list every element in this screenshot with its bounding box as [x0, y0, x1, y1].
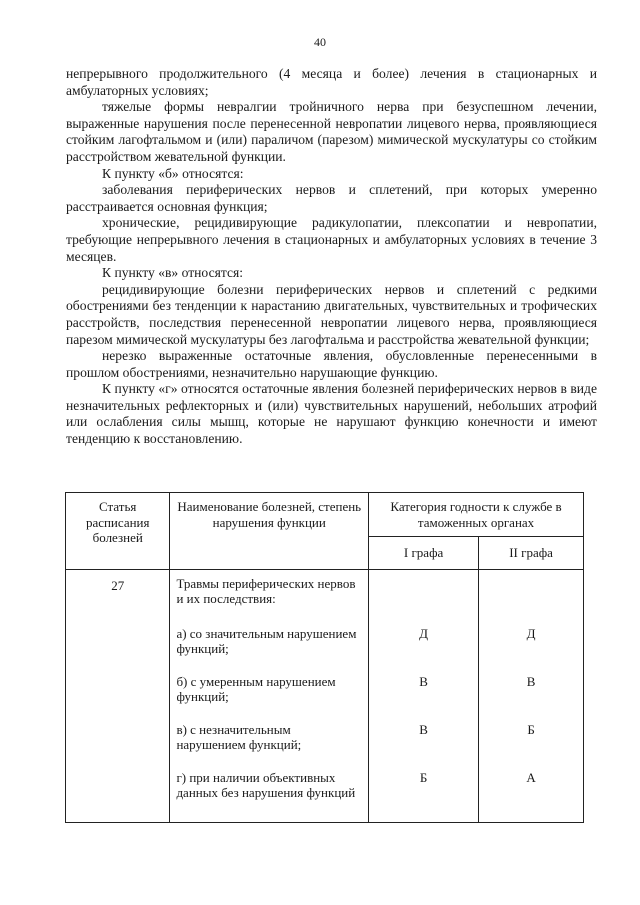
grade-1-cell: [369, 569, 479, 822]
paragraph: К пункту «г» относятся остаточные явления болезней периферических нервов в виде незначительных рефлекторных и (или) чувствительных нарушений, небольших атрофий или ослабления силы мышц, которые не нарушают функцию конечности и имеют тенденцию к восстановлению.: [66, 381, 597, 447]
grade-value: Б: [419, 769, 428, 785]
paragraph: К пункту «в» относятся:: [102, 265, 244, 281]
grade-value: А: [526, 769, 536, 785]
grade-value: Д: [419, 625, 429, 641]
item-label: б) с умеренным нарушением функций;: [176, 673, 336, 704]
grade-value: Б: [527, 721, 535, 737]
paragraph: хронические, рецидивирующие радикулопатии, плексопатии и невропатии, требующие непрерывного лечения в стационарных и амбулаторных условиях в течение 3 месяцев.: [66, 215, 597, 264]
header-grade-2: II графа: [479, 537, 584, 570]
header-grade-1: I графа: [369, 537, 479, 570]
row-title: Травмы периферических нервов и их последствия:: [176, 575, 356, 606]
disease-names-cell: [170, 569, 369, 822]
paragraph: заболевания периферических нервов и сплетений, при которых умеренно расстраивается основная функция;: [66, 182, 597, 214]
paragraph: рецидивирующие болезни периферических нервов и сплетений с редкими обострениями без тенденции к нарастанию двигательных, чувствительных и трофических расстройств, последствия перенесенной невропатии лицевого нерва, проявляющиеся парезом мимической мускулатуры без лагофтальма и расстройства жевательной функции;: [66, 281, 597, 347]
header-category: Категория годности к службе в таможенных органах: [369, 493, 584, 537]
header-disease-name: Наименование болезней, степень нарушения функции: [170, 493, 369, 570]
grade-value: В: [526, 673, 536, 689]
header-article: Статья расписания болезней: [66, 493, 170, 570]
grade-value: Д: [526, 625, 536, 641]
page-number: 40: [314, 35, 326, 49]
paragraph: нерезко выраженные остаточные явления, обусловленные перенесенными в прошлом обострениями, незначительно нарушающие функцию.: [66, 348, 597, 380]
disease-schedule-table: [65, 492, 584, 823]
paragraph: тяжелые формы невралгии тройничного нерва при безуспешном лечении, выраженные нарушения после перенесенной невропатии лицевого нерва, проявляющиеся стойким лагофтальмом и (или) параличом (парезом) мимической мускулатуры со стойким расстройством жевательной функции.: [66, 99, 597, 164]
grade-2-cell: [479, 569, 584, 822]
grade-value: В: [419, 673, 428, 689]
article-number: 27: [66, 569, 170, 822]
item-label: а) со значительным нарушением функций;: [176, 625, 357, 656]
item-label: г) при наличии объективных данных без нарушения функций: [176, 769, 356, 800]
table-header-row: [66, 493, 584, 537]
paragraph: К пункту «б» относятся:: [102, 165, 244, 181]
table-row: [66, 569, 584, 822]
item-label: в) с незначительным нарушением функций;: [176, 721, 302, 752]
paragraph: непрерывного продолжительного (4 месяца и более) лечения в стационарных и амбулаторных условиях;: [66, 66, 597, 98]
grade-value: В: [419, 721, 428, 737]
body-text: [66, 66, 597, 448]
